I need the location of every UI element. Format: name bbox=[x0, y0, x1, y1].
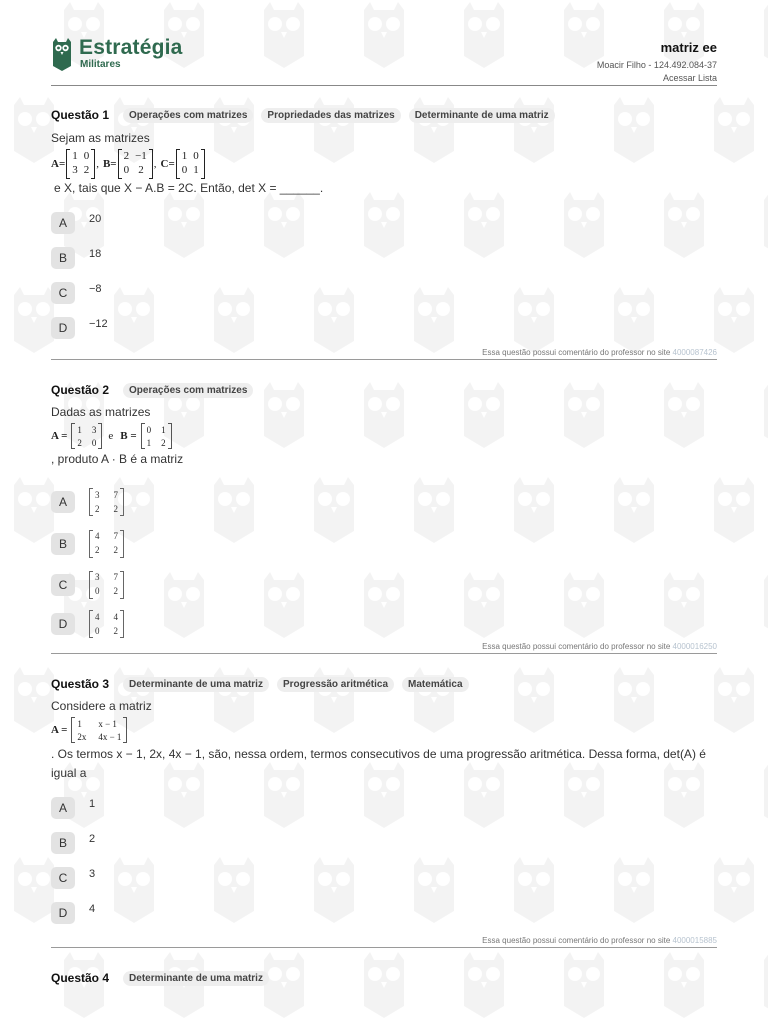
option-letter[interactable]: B bbox=[51, 533, 75, 555]
option-a[interactable] bbox=[51, 797, 717, 832]
option-text: −8 bbox=[89, 283, 102, 295]
question-2 bbox=[51, 360, 717, 654]
topic-tag[interactable]: Determinante de uma matriz bbox=[123, 677, 269, 692]
question-3 bbox=[51, 654, 717, 948]
option-d[interactable] bbox=[51, 902, 717, 928]
topic-tag[interactable]: Determinante de uma matriz bbox=[123, 971, 269, 986]
option-a[interactable] bbox=[51, 212, 717, 247]
matrix-c: C= 1 0 0 1 bbox=[161, 149, 205, 179]
note-text: Essa questão possui comentário do professor no site bbox=[482, 936, 671, 945]
matrix-a: A = 1 3 2 0 bbox=[51, 423, 102, 449]
professor-comment-note bbox=[482, 348, 717, 357]
question-statement: e X, tais que X − A.B = 2C. Então, det X = ______. bbox=[54, 181, 324, 195]
option-matrix: 3 7 2 2 bbox=[89, 488, 124, 516]
page-header bbox=[51, 0, 717, 86]
estrategia-logo bbox=[51, 36, 183, 72]
option-matrix: 4 7 2 2 bbox=[89, 530, 124, 558]
question-statement: . Os termos x − 1, 2x, 4x − 1, são, nessa ordem, termos consecutivos de uma progressão aritmética. Dessa forma, det(A) é igual a bbox=[51, 747, 706, 780]
option-c[interactable] bbox=[51, 867, 717, 902]
question-header bbox=[51, 105, 717, 125]
option-letter[interactable]: D bbox=[51, 613, 75, 635]
topic-tag[interactable]: Progressão aritmética bbox=[277, 677, 394, 692]
option-b[interactable] bbox=[51, 832, 717, 867]
matrix-expression bbox=[51, 421, 717, 451]
question-code[interactable]: 4000087426 bbox=[672, 348, 717, 357]
note-text: Essa questão possui comentário do professor no site bbox=[482, 348, 671, 357]
topic-tag[interactable]: Matemática bbox=[402, 677, 468, 692]
question-1 bbox=[51, 86, 717, 360]
question-header bbox=[51, 674, 717, 694]
topic-tag[interactable]: Operações com matrizes bbox=[123, 383, 253, 398]
topic-tag[interactable]: Propriedades das matrizes bbox=[261, 108, 400, 123]
professor-comment-note bbox=[482, 936, 717, 945]
option-c[interactable] bbox=[51, 282, 717, 317]
question-code[interactable]: 4000015885 bbox=[672, 936, 717, 945]
option-text: −12 bbox=[89, 318, 108, 330]
question-statement: Dadas as matrizes bbox=[51, 405, 151, 419]
question-number: Questão 2 bbox=[51, 383, 110, 397]
question-statement: Sejam as matrizes bbox=[51, 131, 150, 145]
matrix-b: B = 0 1 1 2 bbox=[120, 423, 171, 449]
document-title: matriz ee bbox=[660, 40, 717, 55]
note-text: Essa questão possui comentário do professor no site bbox=[482, 642, 671, 651]
matrix-a: A = 1 x − 1 2x 4x − 1 bbox=[51, 717, 127, 743]
question-number: Questão 1 bbox=[51, 108, 110, 122]
option-a[interactable] bbox=[51, 481, 717, 523]
option-letter[interactable]: B bbox=[51, 247, 75, 269]
topic-tag[interactable]: Operações com matrizes bbox=[123, 108, 253, 123]
option-letter[interactable]: A bbox=[51, 212, 75, 234]
option-letter[interactable]: A bbox=[51, 797, 75, 819]
topic-tag[interactable]: Determinante de uma matriz bbox=[409, 108, 555, 123]
question-number: Questão 4 bbox=[51, 971, 110, 985]
access-list-link[interactable]: Acessar Lista bbox=[662, 73, 717, 83]
option-letter[interactable]: B bbox=[51, 832, 75, 854]
option-letter[interactable]: C bbox=[51, 574, 75, 596]
conjunction: e bbox=[108, 430, 114, 442]
option-letter[interactable]: A bbox=[51, 491, 75, 513]
matrix-b: B= 2 −1 0 2 , bbox=[103, 149, 161, 179]
option-letter[interactable]: C bbox=[51, 867, 75, 889]
matrix-expression bbox=[51, 147, 717, 180]
matrix-expression bbox=[51, 715, 717, 745]
question-4 bbox=[51, 948, 717, 988]
question-number: Questão 3 bbox=[51, 677, 110, 691]
option-c[interactable] bbox=[51, 564, 717, 605]
brand-name: Estratégia bbox=[79, 36, 183, 59]
question-statement: , produto A · B é a matriz bbox=[51, 452, 184, 466]
option-letter[interactable]: D bbox=[51, 902, 75, 924]
question-statement: Considere a matriz bbox=[51, 699, 152, 713]
professor-comment-note bbox=[482, 642, 717, 651]
option-matrix: 4 4 0 2 bbox=[89, 610, 124, 638]
question-header bbox=[51, 968, 717, 988]
option-matrix: 3 7 0 2 bbox=[89, 571, 124, 599]
option-text: 1 bbox=[89, 798, 96, 810]
option-text: 2 bbox=[89, 833, 96, 845]
option-b[interactable] bbox=[51, 523, 717, 564]
option-letter[interactable]: C bbox=[51, 282, 75, 304]
user-info: Moacir Filho - 124.492.084-37 bbox=[596, 60, 717, 70]
brand-subtitle: Militares bbox=[80, 59, 121, 70]
owl-logo-icon bbox=[51, 36, 73, 72]
option-text: 20 bbox=[89, 213, 102, 225]
option-d[interactable] bbox=[51, 605, 717, 643]
option-text: 18 bbox=[89, 248, 102, 260]
matrix-a: A= 1 0 3 2 , bbox=[51, 149, 103, 179]
option-text: 3 bbox=[89, 868, 96, 880]
option-b[interactable] bbox=[51, 247, 717, 282]
question-code[interactable]: 4000016250 bbox=[672, 642, 717, 651]
question-header bbox=[51, 380, 717, 400]
option-letter[interactable]: D bbox=[51, 317, 75, 339]
option-text: 4 bbox=[89, 903, 96, 915]
option-d[interactable] bbox=[51, 317, 717, 343]
